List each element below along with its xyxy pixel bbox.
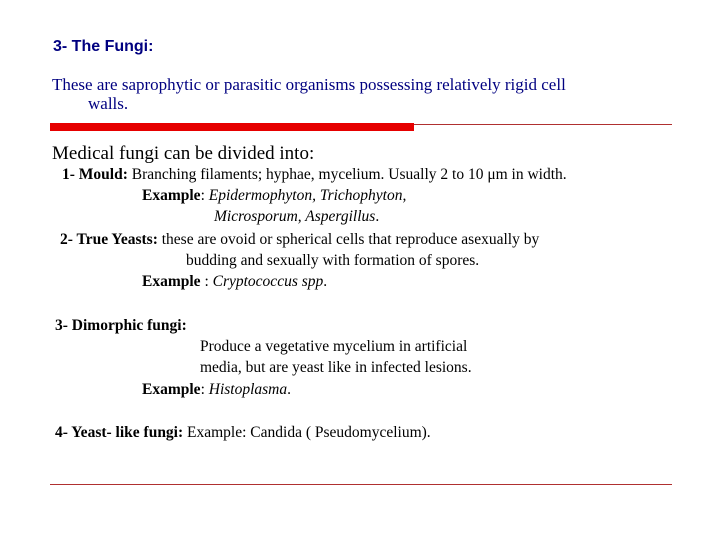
mould-example-genera-2: Microsporum, Aspergillus — [214, 208, 376, 225]
accent-rule-thin — [414, 124, 672, 125]
yeasts-line-2: budding and sexually with formation of spores. — [186, 252, 480, 269]
slide-title: 3- The Fungi: — [53, 38, 154, 55]
mould-text: Branching filaments; hyphae, mycelium. Usually 2 to 10 μm in width. — [127, 166, 567, 183]
intro-line-1: These are saprophytic or parasitic organisms possessing relatively rigid cell — [52, 75, 566, 94]
mould-example-genera-1: Epidermophyton, Trichophyton, — [208, 187, 407, 204]
mould-label: 1- Mould: — [62, 166, 128, 183]
dimorphic-label: 3- Dimorphic fungi: — [55, 317, 187, 334]
yeast-like-label: 4- Yeast- like fungi: — [55, 424, 184, 441]
medical-fungi-intro: Medical fungi can be divided into: — [52, 143, 315, 164]
yeasts-example-label: Example — [142, 273, 201, 290]
yeasts-text-1: these are ovoid or spherical cells that reproduce asexually by — [157, 231, 540, 248]
dimorphic-text-2: media, but are yeast like in infected lesions. — [200, 359, 472, 376]
yeasts-example-line: Example : Cryptococcus spp. — [142, 273, 328, 290]
bottom-rule — [50, 484, 672, 485]
yeasts-line-1 — [60, 231, 539, 249]
yeast-like-text: Example: Candida ( Pseudomycelium). — [183, 424, 431, 441]
mould-example-line-1: Example: Epidermophyton, Trichophyton, — [142, 187, 407, 204]
mould-example-line-2: Microsporum, Aspergillus. — [214, 208, 380, 225]
yeasts-label: 2- True Yeasts: — [60, 231, 158, 248]
mould-example-label: Example — [142, 187, 201, 204]
mould-line — [62, 166, 567, 184]
dimorphic-text-1: Produce a vegetative mycelium in artificial — [200, 338, 468, 355]
accent-rule-thick — [50, 123, 414, 131]
dimorphic-example-label: Example — [142, 381, 201, 398]
dimorphic-example-line: Example: Histoplasma. — [142, 381, 291, 398]
dimorphic-example-value: Histoplasma — [208, 381, 288, 398]
dimorphic-line — [55, 317, 187, 335]
yeasts-example-value: Cryptococcus spp — [212, 273, 324, 290]
yeast-like-line — [55, 424, 431, 442]
intro-line-2: walls. — [88, 94, 129, 113]
